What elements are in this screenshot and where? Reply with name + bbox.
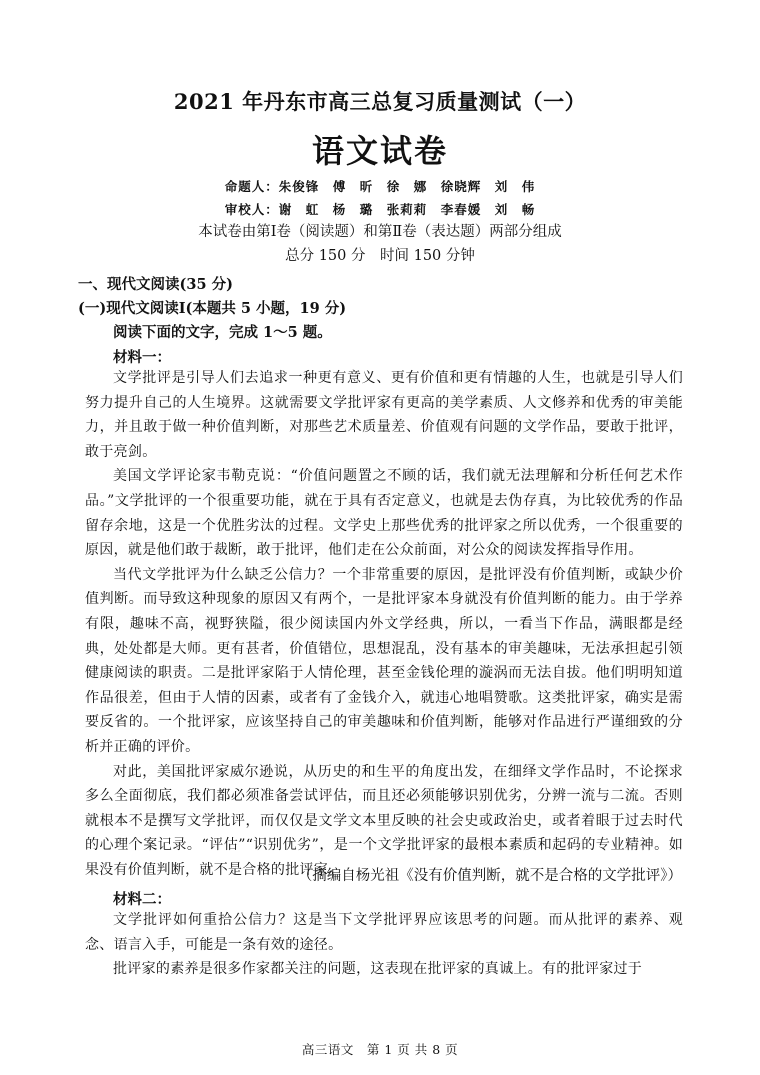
reviewers-line: 审校人：谢 虹 杨 璐 张莉莉 李春媛 刘 畅: [224, 202, 536, 217]
paragraph: 文学批评是引导人们去追求一种更有意义、更有价值和更有情趣的人生，也就是引导人们努力提升自己的人生境界。这就需要文学批评家有更高的美学素质、人文修养和优秀的审美能力，并且敢于做一种价值判断，对那些艺术质量差、价值观有问题的文学作品，要敢于批评，敢于亮剑。: [85, 370, 683, 460]
reading-instruction: 阅读下面的文字，完成 1～5 题。: [113, 324, 332, 341]
material-two-body: [85, 908, 683, 982]
exam-subtitle: 语文试卷: [311, 132, 448, 170]
score-time: 总分 150 分 时间 150 分钟: [285, 248, 475, 264]
page-footer: 高三语文 第 1 页 共 8 页: [301, 1042, 459, 1057]
paragraph: 对此，美国批评家威尔逊说，从历史的和生平的角度出发，在细绎文学作品时，不论探求多么全面彻底，我们都必须准备尝试评估，而且还必须能够识别优劣，分辨一流与二流。否则就根本不是撰写文学批评，而仅仅是文学文本里反映的社会史或政治史，或者着眼于过去时代的心理个案记录。“评估”“识别优劣”，是一个文学批评家的最根本素质和起码的专业精神。如果没有价值判断，就不是合格的批评家。: [85, 763, 683, 878]
paragraph: 文学批评如何重拾公信力？这是当下文学批评界应该思考的问题。而从批评的素养、观念、语言入手，可能是一条有效的途径。: [85, 912, 683, 953]
exam-title: 2021 年丹东市高三总复习质量测试（一）: [173, 89, 587, 114]
section-heading: 一、现代文阅读(35 分): [78, 276, 233, 293]
paragraph: 美国文学评论家韦勒克说：“价值问题置之不顾的话，我们就无法理解和分析任何艺术作品。”文学批评的一个很重要功能，就在于具有否定意义，也就是去伪存真，为比较优秀的作品留存余地，这是一个优胜劣汰的过程。文学史上那些优秀的批评家之所以优秀，一个很重要的原因，就是他们敢于裁断，敢于批评，他们走在公众前面，对公众的阅读发挥指导作用。: [85, 468, 683, 559]
authors-line: 命题人：朱俊锋 傅 昕 徐 娜 徐晓辉 刘 伟: [224, 179, 536, 194]
paragraph: 当代文学批评为什么缺乏公信力？一个非常重要的原因，是批评没有价值判断，或缺少价值判断。而导致这种现象的原因又有两个，一是批评家本身就没有价值判断的能力。由于学养有限，趣味不高，视野狭隘，很少阅读国内外文学经典，所以，一看当下作品，满眼都是经典，处处都是大师。更有甚者，价值错位，思想混乱，没有基本的审美趣味，无法承担起引领健康阅读的职责。二是批评家陷于人情伦理，甚至金钱伦理的漩涡而无法自拔。他们明明知道作品很差，但由于人情的因素，或者有了金钱介入，就违心地唱赞歌。这类批评家，确实是需要反省的。一个批评家，应该坚持自己的审美趣味和价值判断，能够对作品进行严谨细致的分析并正确的评价。: [85, 566, 683, 755]
exam-composition: 本试卷由第Ⅰ卷（阅读题）和第Ⅱ卷（表达题）两部分组成: [198, 224, 562, 240]
material-one-body: [85, 366, 683, 882]
material-two-label: 材料二：: [113, 891, 171, 908]
paragraph: 批评家的素养是很多作家都关注的问题，这表现在批评家的真诚上。有的批评家过于: [113, 961, 643, 978]
material-one-source: （摘编自杨光祖《没有价值判断，就不是合格的文学批评》）: [297, 868, 682, 884]
subsection-heading: (一)现代文阅读Ⅰ(本题共 5 小题，19 分): [78, 300, 347, 317]
material-one-label: 材料一：: [113, 349, 171, 366]
